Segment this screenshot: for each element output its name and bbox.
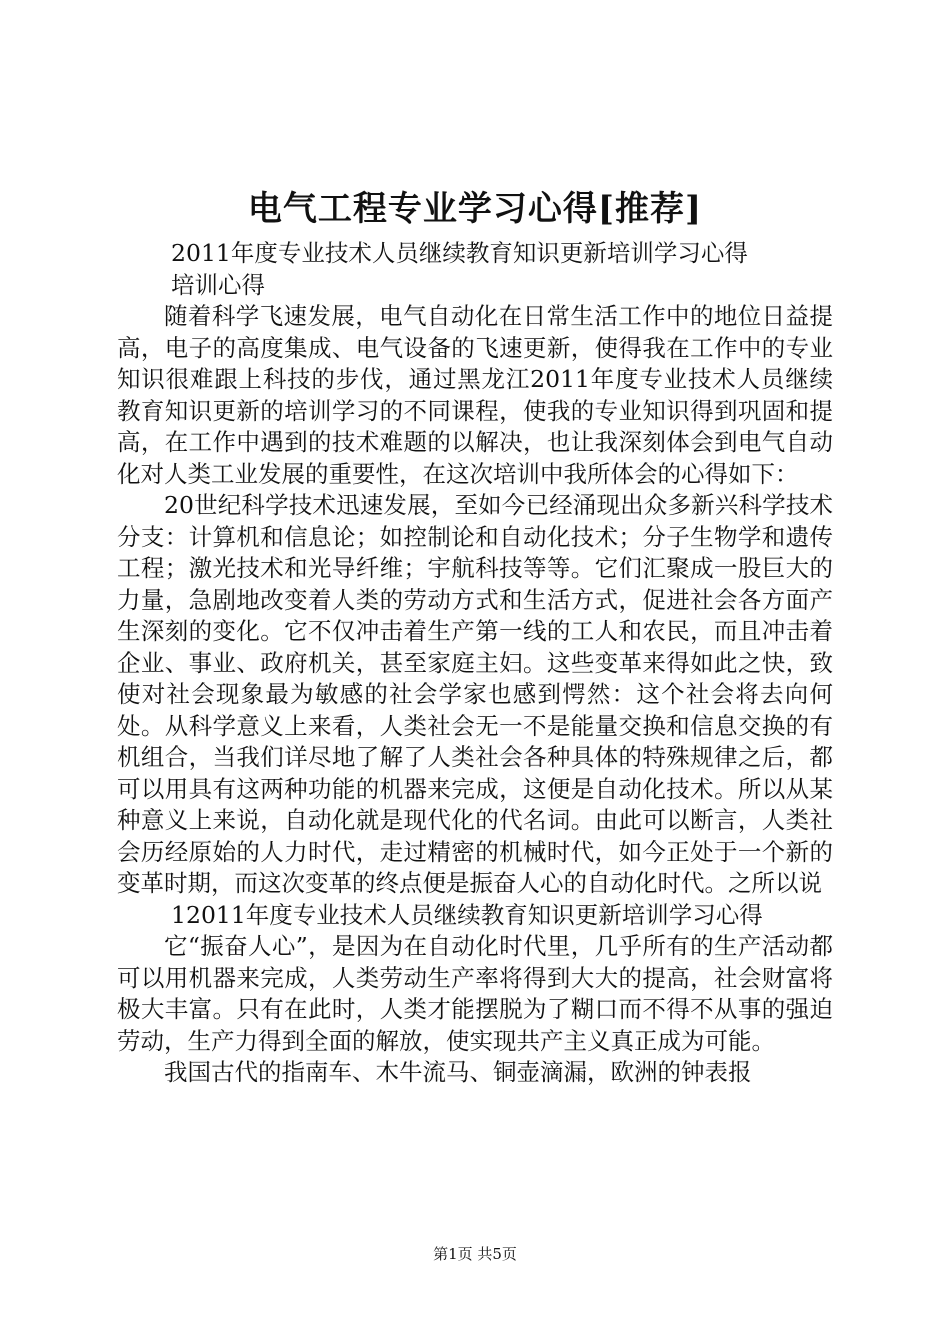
page-footer: 第1页 共5页 [433,1245,517,1263]
paragraph-4: 它“振奋人心”，是因为在自动化时代里，几乎所有的生产活动都可以用机器来完成，人类劳动生产率将得到大大的提高，社会财富将极大丰富。只有在此时，人类才能摆脱为了糊口而不得不从事的强迫劳动，生产力得到全面的解放，使实现共产主义真正成为可能。 [117,932,833,1055]
document-body [117,238,833,1089]
paragraph-5: 我国古代的指南车、木牛流马、铜壶滴漏，欧洲的钟表报 [164,1058,752,1086]
document-title: 电气工程专业学习心得[推荐] [247,189,703,229]
paragraph-1: 随着科学飞速发展，电气自动化在日常生活工作中的地位日益提高，电子的高度集成、电气设备的飞速更新，使得我在工作中的专业知识很难跟上科技的步伐，通过黑龙江2011年度专业技术人员继续教育知识更新的培训学习的不同课程，使我的专业知识得到巩固和提高，在工作中遇到的技术难题的以解决，也让我深刻体会到电气自动化对人类工业发展的重要性，在这次培训中我所体会的心得如下： [117,302,833,488]
subtitle-line-2: 培训心得 [171,270,266,299]
paragraph-2: 20世纪科学技术迅速发展，至如今已经涌现出众多新兴科学技术分支：计算机和信息论；如控制论和自动化技术；分子生物学和遗传工程；激光技术和光导纤维；宇航科技等等。它们汇聚成一股巨大的力量，急剧地改变着人类的劳动方式和生活方式，促进社会各方面产生深刻的变化。它不仅冲击着生产第一线的工人和农民，而且冲击着企业、事业、政府机关，甚至家庭主妇。这些变革来得如此之快，致使对社会现象最为敏感的社会学家也感到愕然：这个社会将去向何处。从科学意义上来看，人类社会无一不是能量交换和信息交换的有机组合，当我们详尽地了解了人类社会各种具体的特殊规律之后，都可以用具有这两种功能的机器来完成，这便是自动化技术。所以从某种意义上来说，自动化就是现代化的代名词。由此可以断言，人类社会历经原始的人力时代，走过精密的机械时代，如今正处于一个新的变革时期，而这次变革的终点便是振奋人心的自动化时代。之所以说 [117,491,833,897]
subtitle-line-1: 2011年度专业技术人员继续教育知识更新培训学习心得 [171,239,748,267]
paragraph-3: 12011年度专业技术人员继续教育知识更新培训学习心得 [171,900,763,929]
